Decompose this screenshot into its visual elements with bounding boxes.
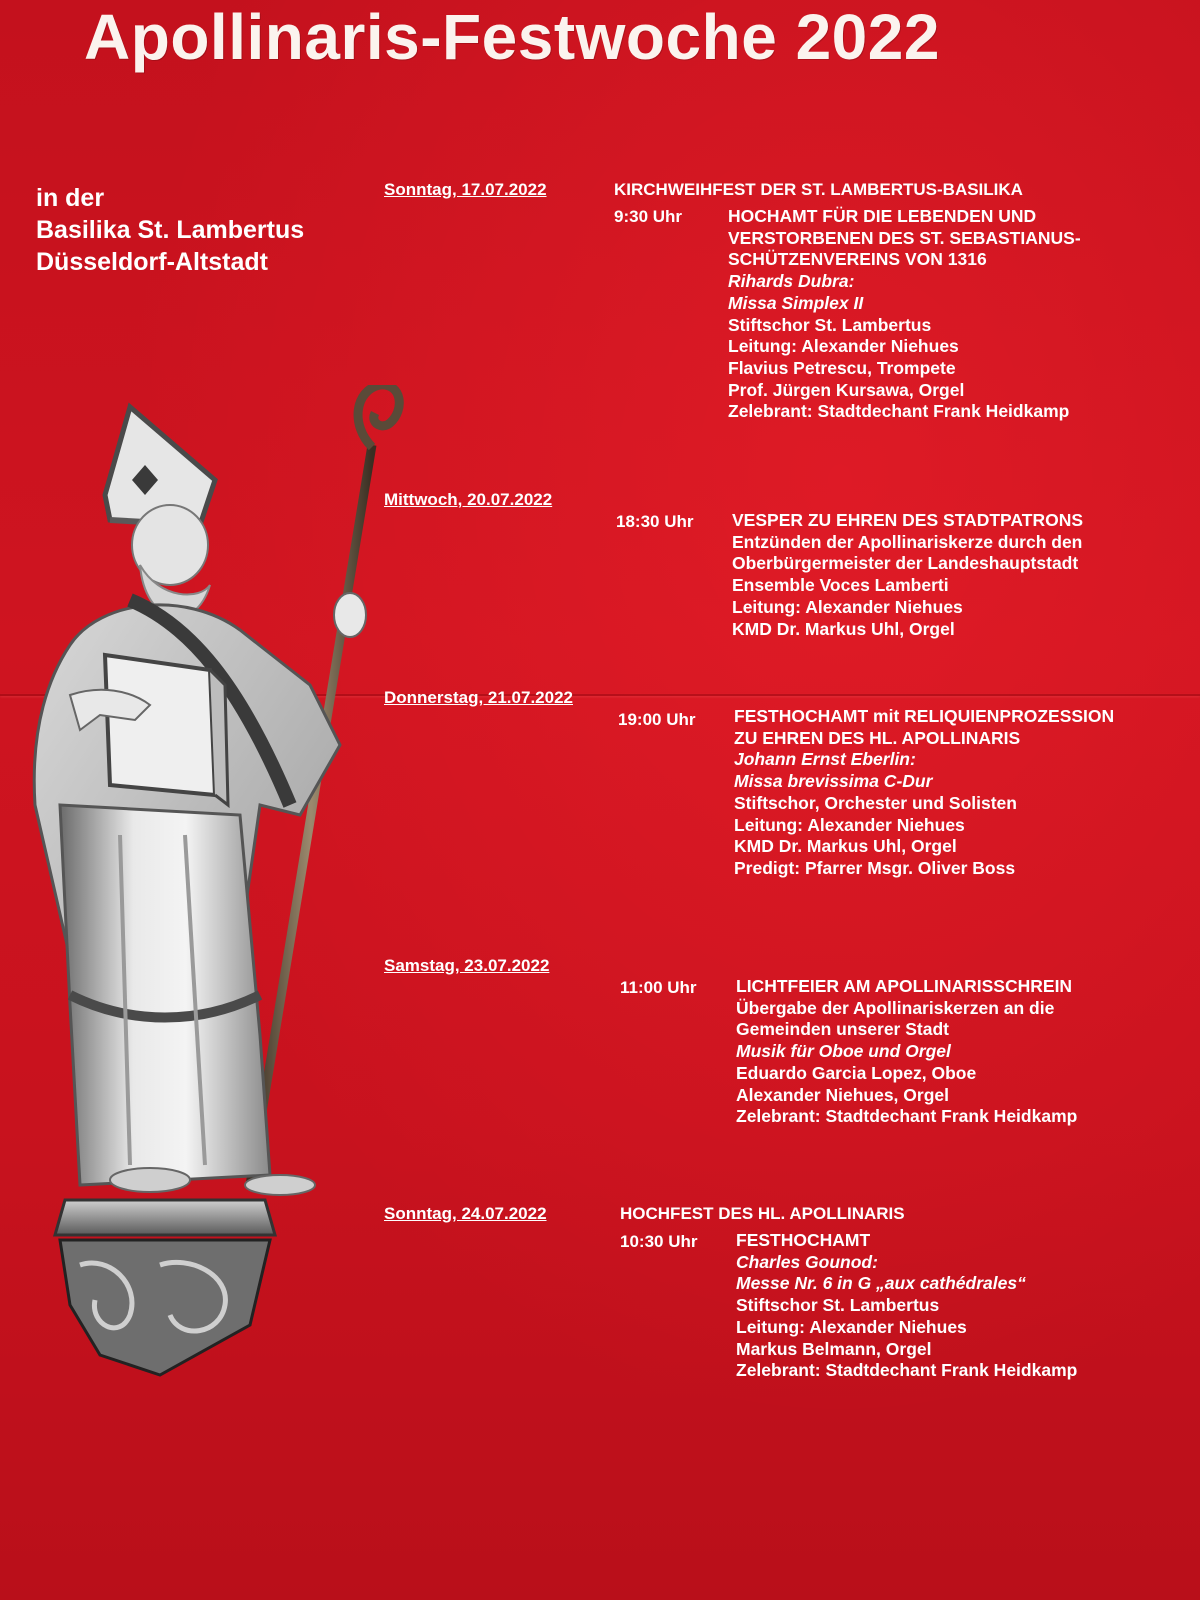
venue-line-2: Basilika St. Lambertus	[36, 216, 305, 244]
event-line: HOCHAMT FÜR DIE LEBENDEN UND	[728, 206, 1037, 226]
event-line: Stiftschor St. Lambertus	[736, 1295, 940, 1316]
event-details	[732, 510, 1083, 640]
saint-apollinaris-statue-image	[10, 385, 410, 1405]
event-details	[734, 706, 1114, 880]
event-line: Leitung: Alexander Niehues	[734, 814, 965, 835]
event-line: Alexander Niehues, Orgel	[736, 1084, 949, 1105]
event-time: 10:30 Uhr	[620, 1232, 698, 1251]
event-line: FESTHOCHAMT	[736, 1230, 871, 1250]
event-time: 18:30 Uhr	[616, 512, 694, 531]
venue-line-3: Düsseldorf-Altstadt	[36, 248, 268, 276]
event-line: Gemeinden unserer Stadt	[736, 1019, 949, 1040]
event-date: Sonntag, 24.07.2022	[384, 1204, 547, 1223]
event-line: VESPER ZU EHREN DES STADTPATRONS	[732, 510, 1084, 530]
event-details	[728, 206, 1081, 423]
event-line: Johann Ernst Eberlin:	[734, 749, 916, 770]
event-heading: HOCHFEST DES HL. APOLLINARIS	[620, 1204, 905, 1223]
event-line: Stiftschor St. Lambertus	[728, 314, 932, 335]
event-line: Prof. Jürgen Kursawa, Orgel	[728, 379, 965, 400]
event-time: 19:00 Uhr	[618, 710, 696, 729]
event-line: ZU EHREN DES HL. APOLLINARIS	[734, 727, 1021, 748]
event-line: Stiftschor, Orchester und Solisten	[734, 792, 1017, 813]
venue-block	[36, 182, 304, 278]
event-line: Zelebrant: Stadtdechant Frank Heidkamp	[736, 1106, 1078, 1127]
event-line: Flavius Petrescu, Trompete	[728, 357, 956, 378]
event-line: Markus Belmann, Orgel	[736, 1338, 932, 1359]
event-date: Donnerstag, 21.07.2022	[384, 688, 573, 707]
event-date: Mittwoch, 20.07.2022	[384, 490, 553, 509]
event-line: Eduardo Garcia Lopez, Oboe	[736, 1062, 977, 1083]
event-line: Leitung: Alexander Niehues	[736, 1316, 967, 1337]
event-line: VERSTORBENEN DES ST. SEBASTIANUS-	[728, 227, 1081, 248]
event-line: Entzünden der Apollinariskerze durch den	[732, 531, 1083, 552]
event-line: SCHÜTZENVEREINS VON 1316	[728, 249, 987, 270]
event-date: Samstag, 23.07.2022	[384, 956, 550, 975]
event-line: Ensemble Voces Lamberti	[732, 575, 949, 596]
event-line: Oberbürgermeister der Landeshauptstadt	[732, 553, 1079, 574]
event-line: FESTHOCHAMT mit RELIQUIENPROZESSION	[734, 706, 1115, 726]
event-time: 9:30 Uhr	[614, 207, 683, 226]
event-line: Übergabe der Apollinariskerzen an die	[736, 997, 1055, 1018]
event-line: Rihards Dubra:	[728, 271, 855, 292]
event-line: Zelebrant: Stadtdechant Frank Heidkamp	[728, 401, 1070, 422]
event-line: Messe Nr. 6 in G „aux cathédrales“	[736, 1273, 1026, 1294]
event-line: Charles Gounod:	[736, 1251, 878, 1272]
event-date: Sonntag, 17.07.2022	[384, 180, 547, 199]
event-line: Missa Simplex II	[728, 292, 864, 313]
event-line: Missa brevissima C-Dur	[734, 771, 933, 792]
event-line: Musik für Oboe und Orgel	[736, 1041, 951, 1062]
event-time: 11:00 Uhr	[620, 978, 697, 997]
event-heading: KIRCHWEIHFEST DER ST. LAMBERTUS-BASILIKA	[614, 180, 1023, 199]
event-details	[736, 1230, 1077, 1382]
event-line: KMD Dr. Markus Uhl, Orgel	[734, 836, 957, 857]
event-line: Leitung: Alexander Niehues	[732, 596, 963, 617]
event-line: Predigt: Pfarrer Msgr. Oliver Boss	[734, 857, 1016, 878]
event-line: KMD Dr. Markus Uhl, Orgel	[732, 618, 955, 639]
poster-title: Apollinaris-Festwoche 2022	[84, 1, 940, 73]
event-details	[736, 976, 1077, 1128]
event-line: Leitung: Alexander Niehues	[728, 336, 959, 357]
event-line: Zelebrant: Stadtdechant Frank Heidkamp	[736, 1360, 1078, 1381]
venue-line-1: in der	[36, 184, 105, 212]
event-line: LICHTFEIER AM APOLLINARISSCHREIN	[736, 976, 1073, 996]
